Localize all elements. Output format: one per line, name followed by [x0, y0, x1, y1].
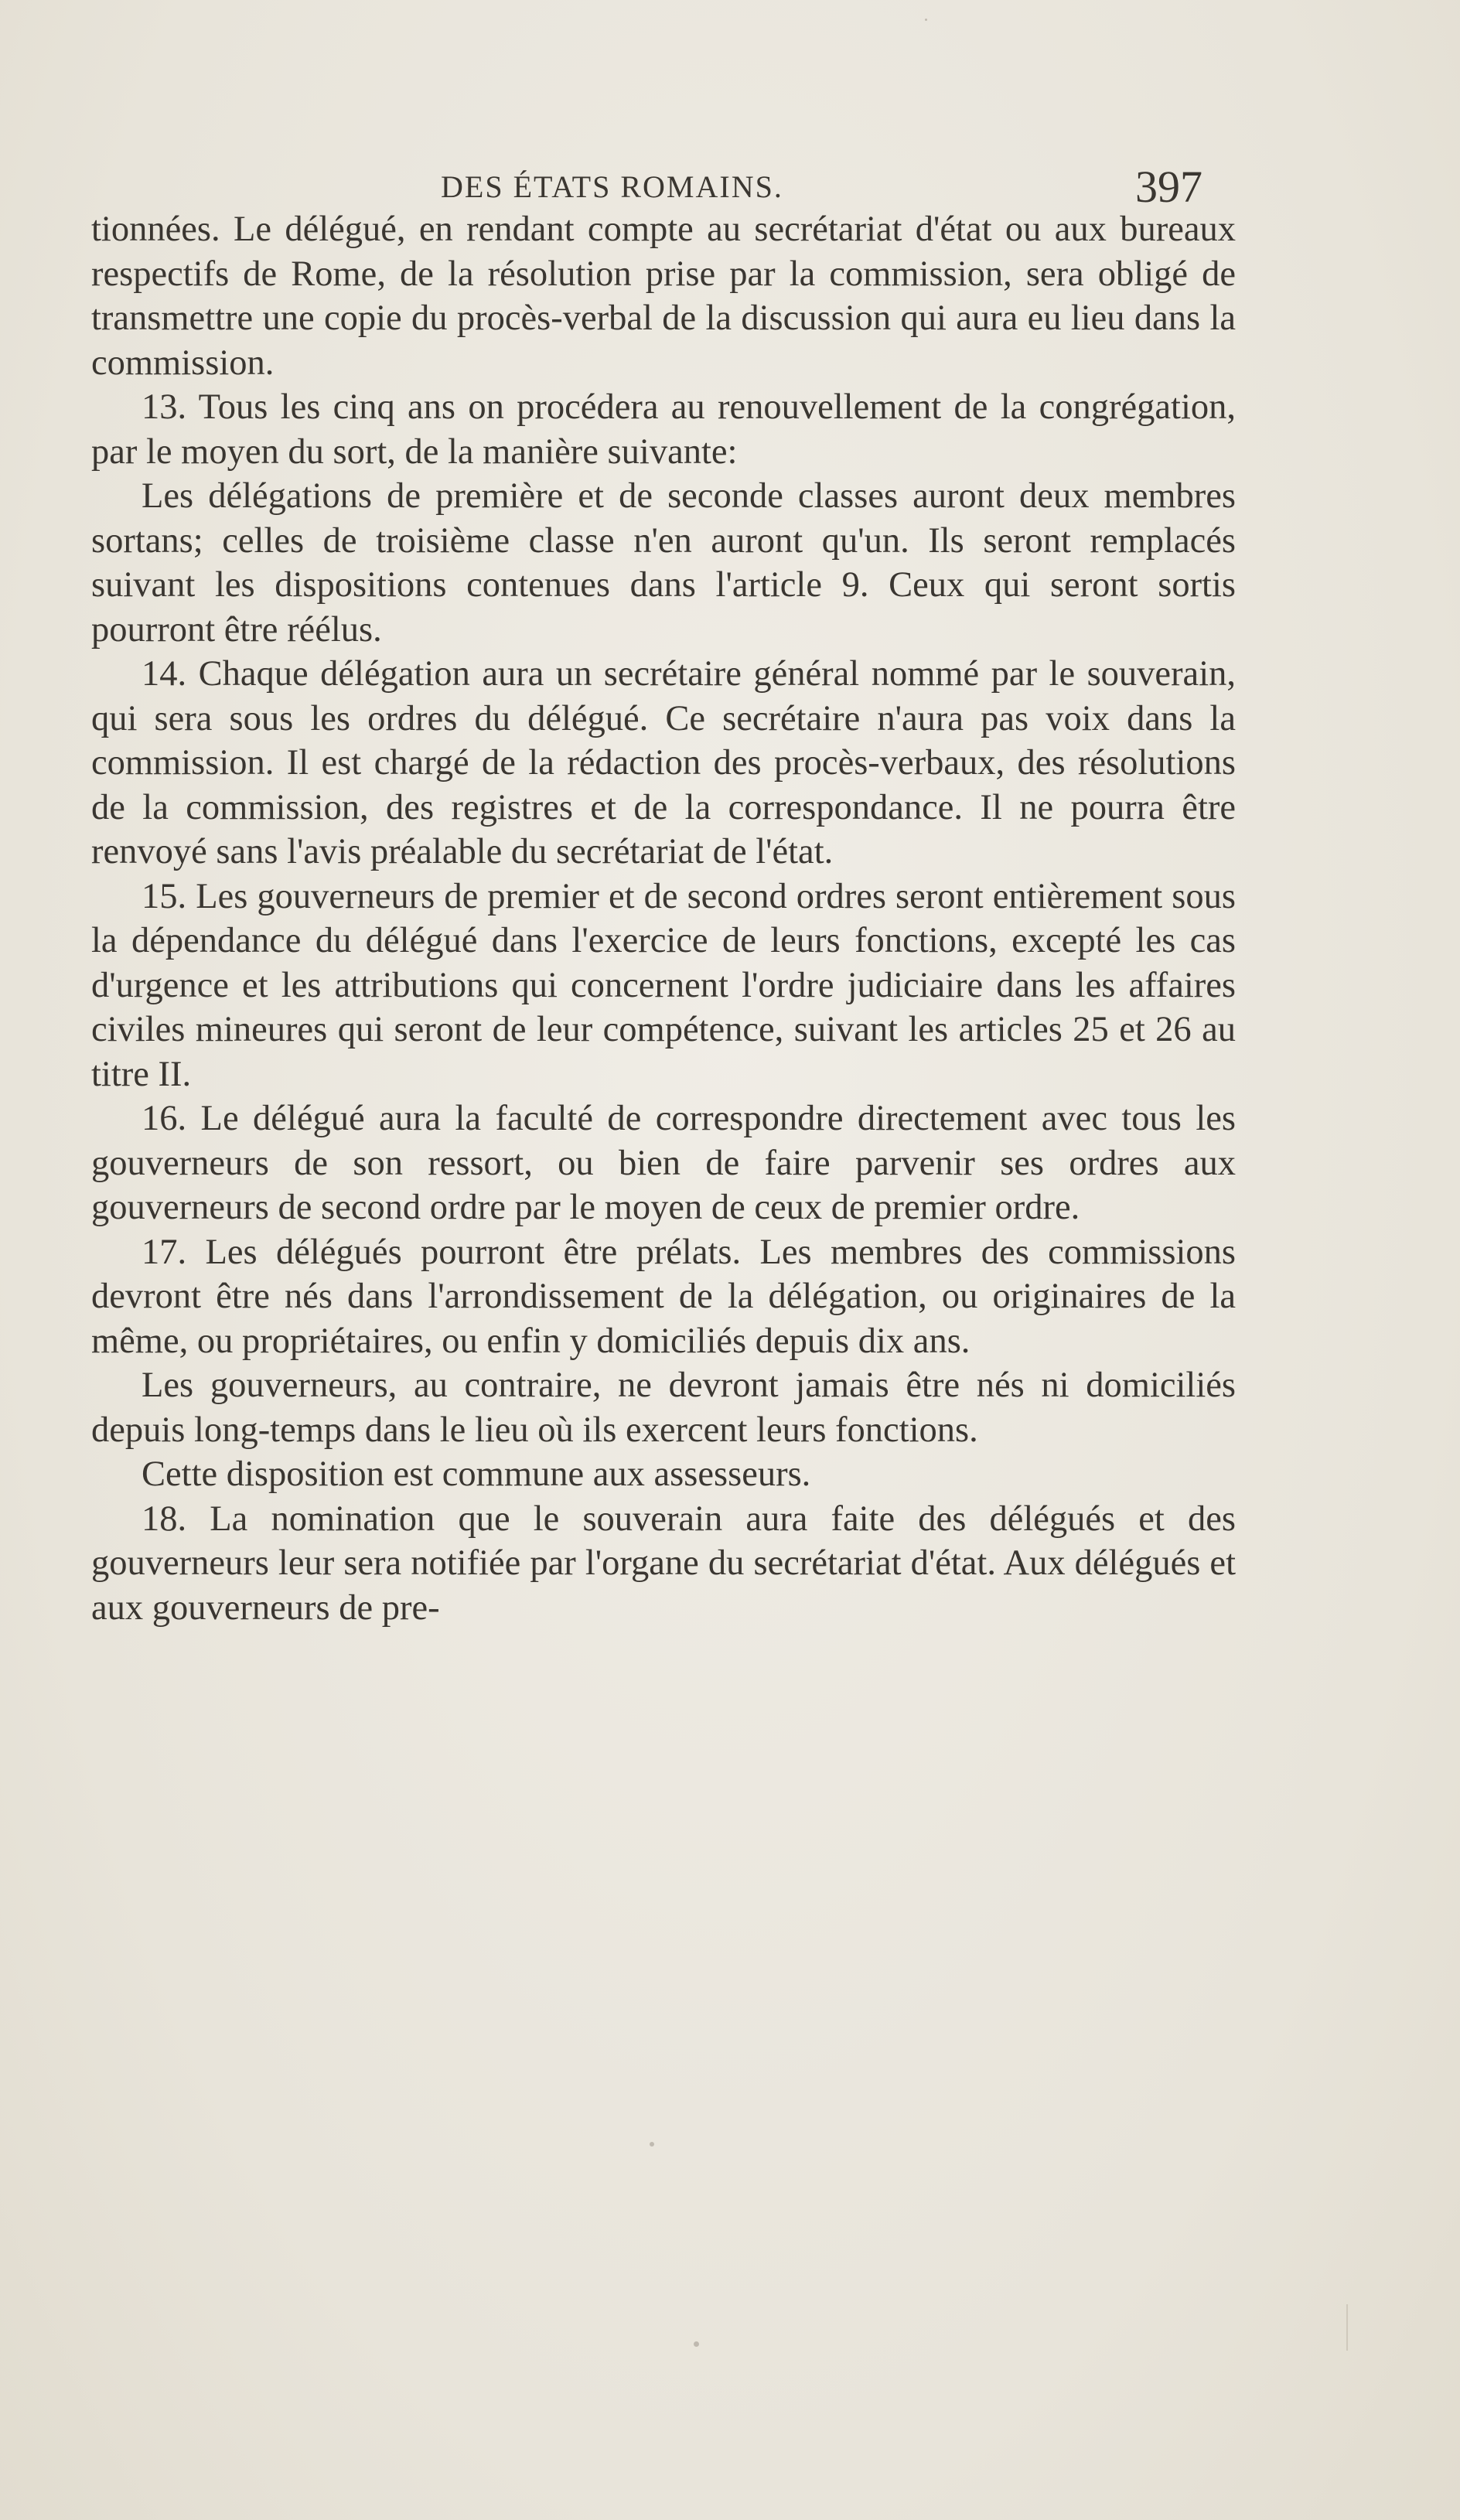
paragraph-article-15: 15. Les gouverneurs de premier et de second ordres seront entièrement sous la dépendance du délégué dans l'exercice de leurs fonctions, excepté les cas d'urgence et les attributions qui concernent l'ordre judiciaire dans les affaires civiles mineures qui seront de leur compétence, suivant les articles 25 et 26 au titre II. — [91, 876, 1236, 1094]
paragraph-assesseurs: Cette disposition est commune aux assesseurs. — [142, 1454, 811, 1494]
paragraph-article-16: 16. Le délégué aura la faculté de correspondre directement avec tous les gouverneurs de son ressort, ou bien de faire parvenir ses ordres aux gouverneurs de second ordre par le moyen de ceux de premier ordre. — [91, 1099, 1236, 1227]
paragraph-delegations: Les délégations de première et de seconde classes auront deux membres sortans; celles de troisième classe n'en auront qu'un. Ils seront remplacés suivant les dispositions contenues dans l'article 9. Ceux qui seront sortis pourront être réélus. — [91, 476, 1236, 650]
body-text — [91, 207, 1236, 1630]
running-head: DES ÉTATS ROMAINS. — [441, 169, 783, 204]
paragraph-continuation: tionnées. Le délégué, en rendant compte au secrétariat d'état ou aux bureaux respectifs de Rome, de la résolution prise par la commission, sera obligé de transmettre une copie du procès-verbal de la discussion qui aura eu lieu dans la commission. — [91, 210, 1236, 383]
paper-speck — [694, 2341, 699, 2347]
page-edge-mark — [1346, 2304, 1348, 2351]
page-number: 397 — [1135, 162, 1202, 212]
paragraph-article-17: 17. Les délégués pourront être prélats. Les membres des commissions devront être nés dans l'arrondissement de la délégation, ou originaires de la même, ou propriétaires, ou enfin y domiciliés depuis dix ans. — [91, 1232, 1236, 1361]
paragraph-gouverneurs: Les gouverneurs, au contraire, ne devront jamais être nés ni domiciliés depuis long-temps dans le lieu où ils exercent leurs fonctions. — [91, 1366, 1236, 1450]
paper-speck — [650, 2142, 654, 2147]
paragraph-article-13: 13. Tous les cinq ans on procédera au renouvellement de la congrégation, par le moyen du sort, de la manière suivante: — [91, 387, 1236, 472]
paper-speck — [925, 19, 927, 21]
paragraph-article-18: 18. La nomination que le souverain aura faite des délégués et des gouverneurs leur sera notifiée par l'organe du secrétariat d'état. Aux délégués et aux gouverneurs de pre- — [91, 1499, 1236, 1628]
paragraph-article-14: 14. Chaque délégation aura un secrétaire général nommé par le souverain, qui sera sous les ordres du délégué. Ce secrétaire n'aura pas voix dans la commission. Il est chargé de la rédaction des procès-verbaux, des résolutions de la commission, des registres et de la correspondance. Il ne pourra être renvoyé sans l'avis préalable du secrétariat de l'état. — [91, 654, 1236, 871]
